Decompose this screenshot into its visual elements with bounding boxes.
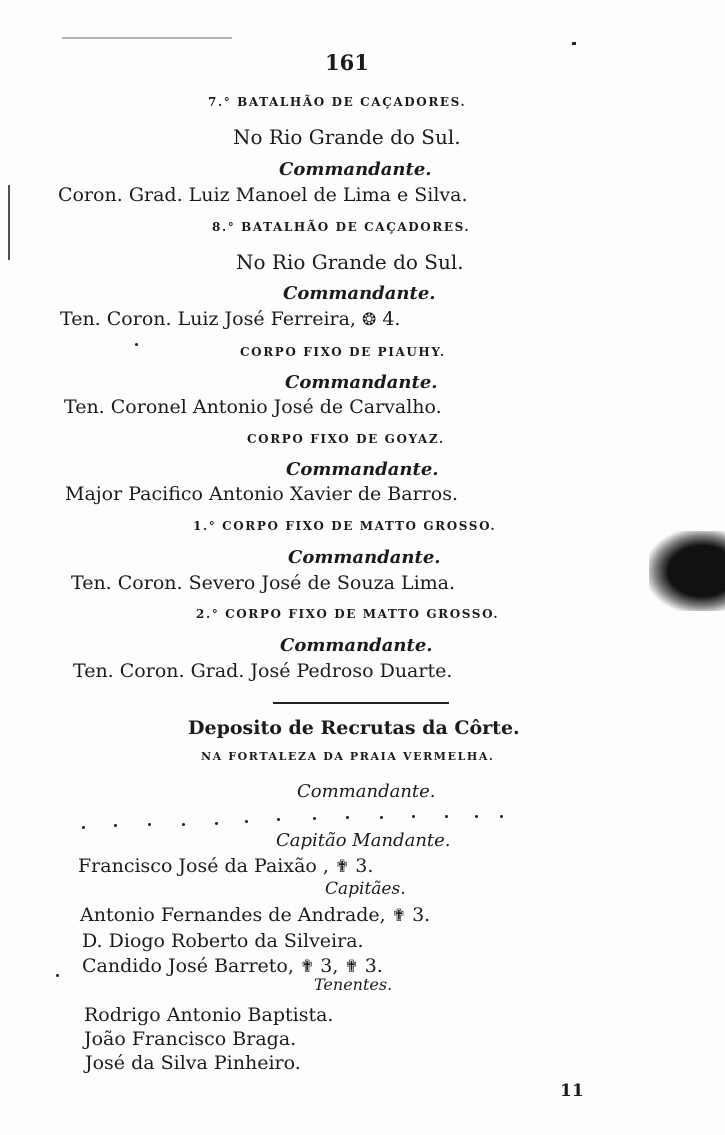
unit-location: No Rio Grande do Sul. (233, 125, 461, 149)
officer-name: José da Silva Pinheiro. (85, 1052, 301, 1074)
leader-dot (445, 815, 448, 818)
leader-dot (500, 815, 503, 818)
page-number: 161 (325, 50, 369, 75)
commander-line (60, 310, 400, 329)
scan-noise (56, 974, 59, 977)
officer-line (78, 857, 373, 876)
honor-grade: 3. (412, 904, 431, 926)
commander-name: Coron. Grad. Luiz Manoel de Lima e Silva. (58, 184, 468, 206)
officer-name: João Francisco Braga. (84, 1028, 297, 1050)
unit-title: CORPO FIXO DE GOYAZ. (247, 432, 445, 446)
order-cross-icon: ✟ (299, 957, 315, 977)
leader-dot (313, 817, 316, 820)
scan-noise (572, 42, 576, 45)
leader-dot (82, 826, 85, 829)
role-label: Capitães. (325, 879, 406, 899)
commander-name: Ten. Coron. Severo José de Souza Lima. (71, 572, 456, 594)
commander-name: Ten. Coron. Grad. José Pedroso Duarte. (73, 660, 453, 682)
role-label: Capitão Mandante. (276, 830, 451, 851)
order-cross-icon: ✟ (334, 857, 350, 877)
leader-dot (114, 824, 117, 827)
unit-title: 7.° BATALHÃO DE CAÇADORES. (208, 95, 467, 109)
leader-dot (346, 816, 349, 819)
role-label: Commandante. (286, 459, 439, 480)
leader-dot (182, 823, 185, 826)
officer-name: Francisco José da Paixão , (78, 855, 329, 877)
commander-name: Major Pacifico Antonio Xavier de Barros. (65, 483, 458, 505)
unit-title: 8.° BATALHÃO DE CAÇADORES. (212, 220, 471, 234)
signature-mark: 11 (560, 1081, 584, 1101)
leader-dot (380, 816, 383, 819)
officer-line (80, 906, 430, 925)
leader-dot (215, 822, 218, 825)
role-label: Commandante. (297, 781, 436, 802)
officer-name: Antonio Fernandes de Andrade, (80, 904, 386, 926)
role-label: Commandante. (288, 547, 441, 568)
ink-blot (649, 531, 725, 611)
leader-dot (245, 820, 248, 823)
unit-title: 2.° CORPO FIXO DE MATTO GROSSO. (196, 607, 500, 621)
scan-noise (135, 343, 138, 346)
unit-title: 1.° CORPO FIXO DE MATTO GROSSO. (193, 519, 497, 533)
honor-grade: 3. (364, 955, 383, 977)
role-label: Commandante. (280, 635, 433, 656)
officer-name: Rodrigo Antonio Baptista. (84, 1004, 334, 1026)
officer-name: D. Diogo Roberto da Silveira. (82, 930, 364, 952)
officer-line (82, 957, 383, 976)
unit-location: No Rio Grande do Sul. (236, 250, 464, 274)
leader-dot (475, 815, 478, 818)
role-label: Commandante. (279, 159, 432, 180)
leader-dot (148, 823, 151, 826)
honor-grade: 4. (382, 308, 401, 330)
order-star-icon: ❂ (362, 310, 377, 330)
section-divider (273, 702, 449, 704)
leader-dot (277, 818, 280, 821)
unit-title: CORPO FIXO DE PIAUHY. (240, 345, 446, 359)
leader-dot (412, 815, 415, 818)
role-label: Tenentes. (314, 975, 393, 994)
scan-noise (8, 185, 10, 260)
honor-grade: 3, (320, 955, 339, 977)
section-title: Deposito de Recrutas da Côrte. (188, 717, 520, 739)
role-label: Commandante. (283, 283, 436, 304)
role-label: Commandante. (285, 372, 438, 393)
commander-name: Ten. Coron. Luiz José Ferreira, (60, 308, 356, 330)
order-cross-icon: ✟ (391, 906, 407, 926)
commander-name: Ten. Coronel Antonio José de Carvalho. (64, 396, 442, 418)
section-subtitle: NA FORTALEZA DA PRAIA VERMELHA. (201, 750, 495, 763)
order-cross-icon: ✟ (344, 957, 359, 977)
scan-noise (62, 37, 232, 39)
honor-grade: 3. (355, 855, 374, 877)
officer-name: Candido José Barreto, (82, 955, 294, 977)
